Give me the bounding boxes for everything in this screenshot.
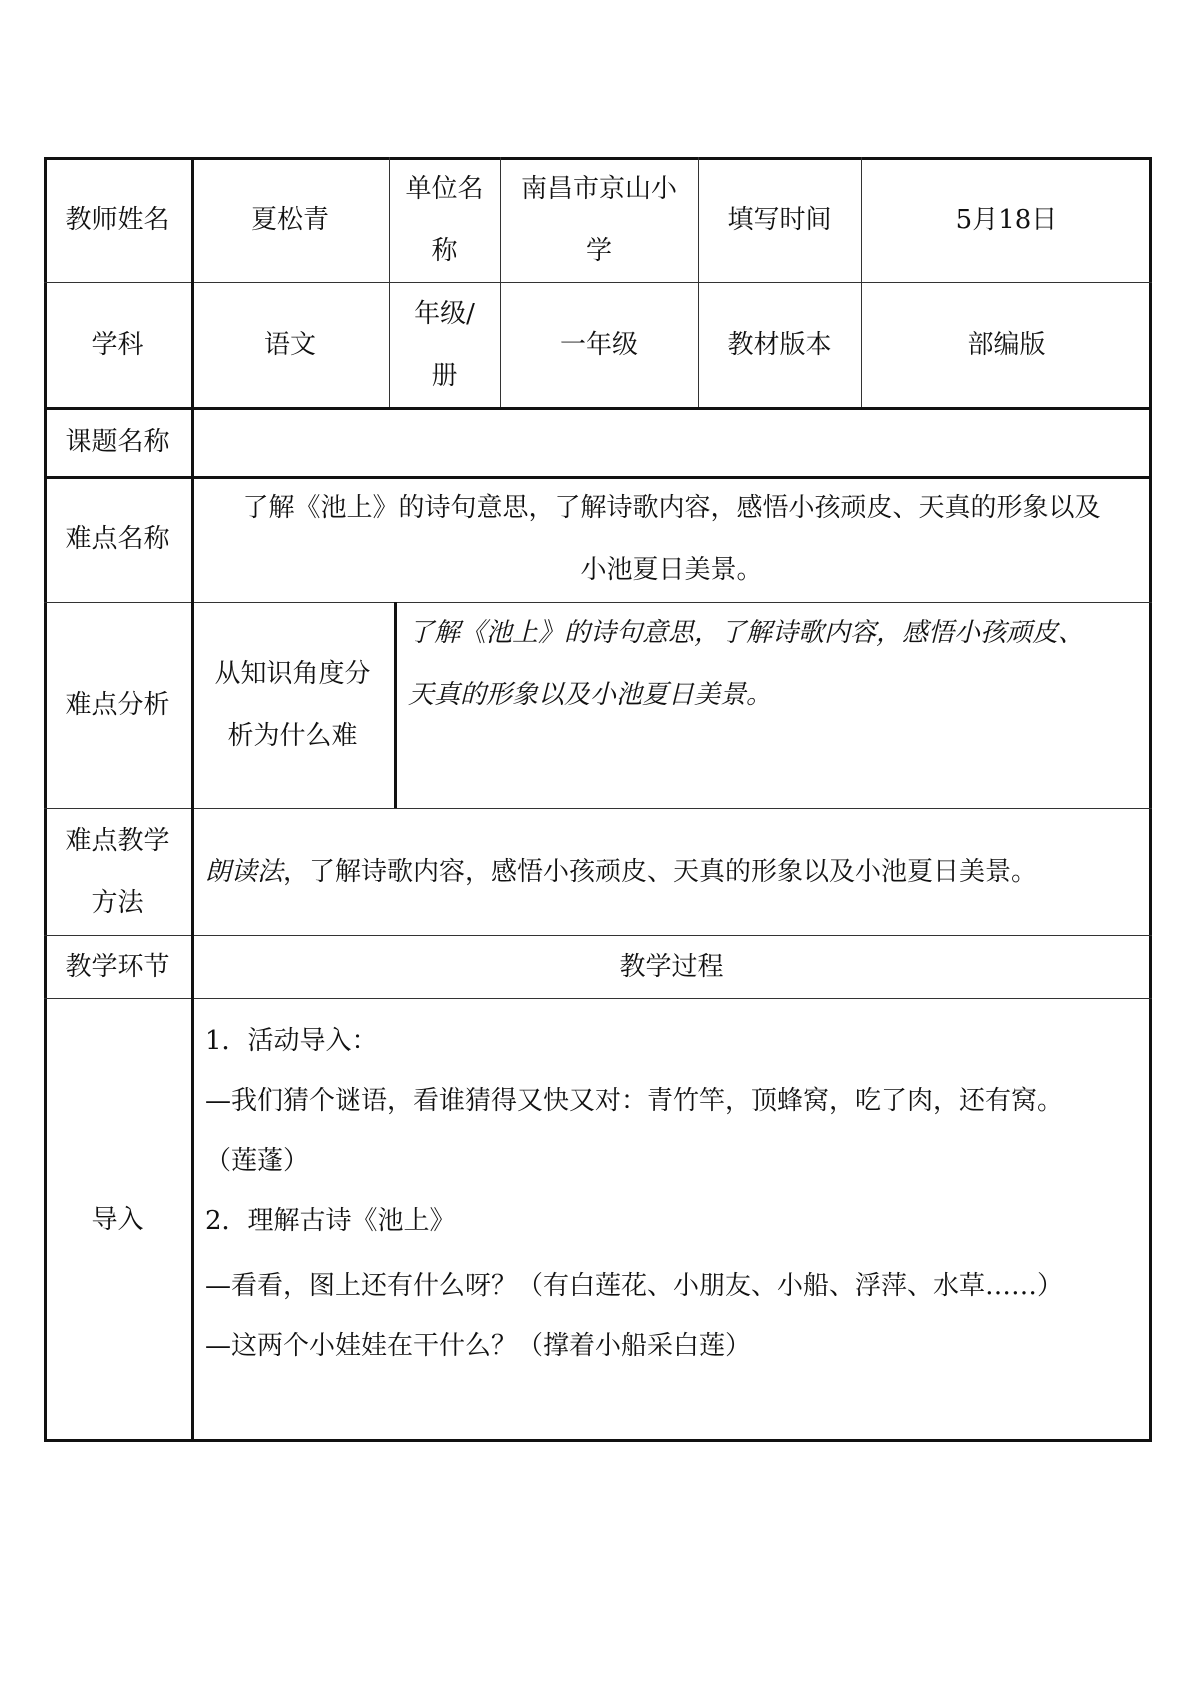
intro-line: 1．活动导入：	[205, 1026, 378, 1056]
method-label-line: 方法	[91, 887, 144, 918]
difficulty-label: 难点名称	[65, 524, 170, 554]
subject-label: 学科	[91, 329, 144, 360]
method-value	[205, 808, 1152, 935]
analysis-line: 了解《池上》的诗句意思，了解诗歌内容，感悟小孩顽皮、	[408, 618, 1085, 648]
unit-name-label-line: 称	[431, 235, 458, 266]
unit-name-label	[389, 157, 500, 282]
analysis-line: 天真的形象以及小池夏日美景。	[408, 680, 773, 710]
column-divider	[394, 602, 397, 808]
analysis-sub-label-line: 从知识角度分	[214, 659, 371, 689]
method-label-line: 难点教学	[65, 825, 170, 856]
edition-label: 教材版本	[727, 329, 832, 360]
grade-label-line: 册	[431, 360, 458, 391]
teacher-name-value: 夏松青	[250, 204, 329, 235]
row-divider	[44, 998, 1152, 999]
teacher-name-label: 教师姓名	[65, 204, 170, 235]
analysis-sub-label	[191, 602, 394, 808]
method-description: ，了解诗歌内容，感悟小孩顽皮、天真的形象以及小池夏日美景。	[283, 856, 1038, 887]
grade-label-line: 年级/	[414, 298, 475, 329]
intro-line: —这两个小娃娃在干什么？（撑着小船采白莲）	[205, 1331, 752, 1361]
analysis-label: 难点分析	[65, 690, 170, 720]
topic-label: 课题名称	[65, 426, 170, 457]
difficulty-line: 小池夏日美景。	[580, 555, 763, 585]
process-step-header: 教学环节	[65, 951, 170, 982]
unit-name-value	[500, 157, 698, 282]
intro-line: （莲蓬）	[205, 1146, 310, 1176]
unit-name-value-line: 南昌市京山小	[520, 173, 677, 204]
edition-value: 部编版	[967, 329, 1046, 360]
intro-line: 2．理解古诗《池上》	[205, 1206, 456, 1236]
subject-value: 语文	[263, 329, 316, 360]
intro-line: —看看，图上还有什么呀？（有白莲花、小朋友、小船、浮萍、水草……）	[205, 1271, 1064, 1301]
unit-name-value-line: 学	[585, 235, 612, 266]
fill-time-value: 5月18日	[955, 204, 1058, 235]
fill-time-label: 填写时间	[727, 204, 832, 235]
grade-label	[389, 282, 500, 407]
analysis-value	[408, 602, 1152, 808]
intro-line: —我们猜个谜语，看谁猜得又快又对：青竹竿，顶蜂窝，吃了肉，还有窝。	[205, 1086, 1064, 1116]
method-name: 朗读法	[205, 856, 284, 887]
analysis-sub-label-line: 析为什么难	[227, 721, 358, 751]
method-label	[44, 808, 191, 935]
grade-value: 一年级	[559, 329, 638, 360]
intro-label: 导入	[91, 1205, 144, 1235]
difficulty-line: 了解《池上》的诗句意思，了解诗歌内容，感悟小孩顽皮、天真的形象以及	[242, 493, 1101, 523]
unit-name-label-line: 单位名	[405, 173, 484, 204]
process-header: 教学过程	[619, 951, 724, 982]
difficulty-value	[191, 476, 1152, 602]
topic-value	[191, 407, 1152, 476]
